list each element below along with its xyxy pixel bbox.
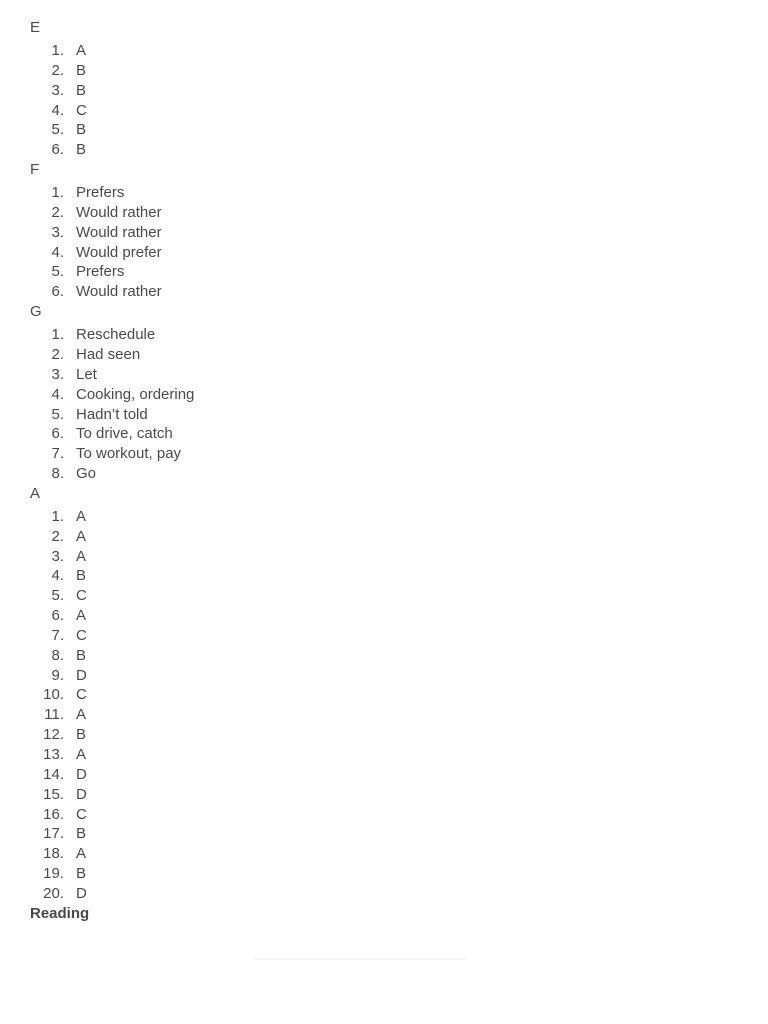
- answer-list: [0, 504, 768, 904]
- answer-number: 2.: [51, 527, 64, 545]
- answer-number: 13.: [43, 746, 64, 763]
- answer-text: A: [76, 527, 87, 545]
- answer-number: 1.: [51, 326, 64, 344]
- answer-item: [0, 864, 768, 884]
- answer-number: 10.: [43, 686, 64, 704]
- answer-number: 7.: [51, 626, 64, 644]
- answer-item: [0, 183, 768, 203]
- answer-text: Would rather: [76, 203, 162, 221]
- answer-text: To drive, catch: [76, 425, 173, 443]
- section-heading: Reading: [30, 904, 90, 922]
- answer-text: A: [76, 607, 87, 625]
- answer-item: [0, 785, 768, 805]
- answer-text: A: [76, 706, 87, 724]
- answer-section: [0, 484, 768, 904]
- answer-item: [0, 725, 768, 745]
- answer-number: 19.: [43, 865, 64, 883]
- answer-item: [0, 325, 768, 345]
- answer-text: Reschedule: [76, 326, 156, 344]
- answer-text: C: [76, 101, 87, 119]
- answer-item: [0, 405, 768, 425]
- answer-text: B: [76, 567, 87, 585]
- answer-item: [0, 140, 768, 160]
- answer-list: [0, 322, 768, 484]
- answer-number: 4.: [51, 243, 64, 261]
- answer-text: Would prefer: [76, 243, 162, 261]
- answer-item: [0, 824, 768, 844]
- answer-text: B: [76, 121, 87, 139]
- answer-item: [0, 365, 768, 385]
- answer-number: 14.: [43, 765, 64, 783]
- answer-text: Would rather: [76, 223, 162, 241]
- answer-list: [0, 38, 768, 160]
- answer-item: [0, 61, 768, 81]
- answer-text: To workout, pay: [76, 445, 182, 463]
- answer-item: [0, 464, 768, 484]
- answer-text: A: [76, 845, 87, 863]
- answer-item: [0, 745, 768, 765]
- answer-number: 2.: [51, 203, 64, 221]
- answer-text: D: [76, 884, 87, 902]
- answer-section: [0, 160, 768, 302]
- answer-section: [0, 302, 768, 484]
- answer-text: A: [76, 746, 87, 763]
- answer-text: C: [76, 805, 87, 823]
- answer-number: 5.: [51, 587, 64, 605]
- answer-number: 11.: [44, 706, 64, 724]
- answer-text: B: [76, 646, 87, 664]
- answer-item: [0, 282, 768, 302]
- answer-item: [0, 705, 768, 725]
- answer-number: 3.: [51, 547, 64, 565]
- answer-item: [0, 385, 768, 405]
- faint-footer-line: [255, 958, 465, 960]
- answer-item: [0, 444, 768, 464]
- answer-number: 1.: [51, 507, 64, 525]
- answer-item: [0, 566, 768, 586]
- answer-item: [0, 223, 768, 243]
- answer-section: [0, 18, 768, 160]
- section-heading: A: [30, 484, 41, 502]
- answer-number: 4.: [51, 567, 64, 585]
- answer-number: 4.: [51, 385, 64, 403]
- answer-list: [0, 180, 768, 302]
- answer-item: [0, 626, 768, 646]
- answer-item: [0, 884, 768, 904]
- answer-number: 4.: [51, 101, 64, 119]
- answer-number: 12.: [43, 726, 64, 744]
- answer-text: B: [76, 141, 87, 159]
- answer-text: B: [76, 825, 87, 843]
- answer-text: B: [76, 61, 87, 79]
- section-heading: F: [30, 161, 40, 179]
- answer-text: A: [76, 547, 87, 565]
- answer-text: Had seen: [76, 345, 141, 363]
- answer-text: A: [76, 42, 87, 59]
- answer-number: 6.: [51, 607, 64, 625]
- answer-number: 20.: [43, 884, 64, 902]
- answer-item: [0, 527, 768, 547]
- answer-item: [0, 120, 768, 140]
- answer-item: [0, 685, 768, 705]
- answer-item: [0, 646, 768, 666]
- answer-number: 6.: [51, 283, 64, 301]
- answer-number: 17.: [43, 825, 64, 843]
- answer-text: B: [76, 865, 87, 883]
- answer-item: [0, 844, 768, 864]
- answer-item: [0, 805, 768, 825]
- answer-text: Prefers: [76, 263, 125, 281]
- answer-item: [0, 243, 768, 263]
- answer-item: [0, 666, 768, 686]
- answer-number: 7.: [51, 445, 64, 463]
- answer-number: 3.: [51, 81, 64, 99]
- answer-text: D: [76, 666, 87, 684]
- answer-item: [0, 606, 768, 626]
- answer-number: 16.: [43, 805, 64, 823]
- answer-number: 3.: [51, 223, 64, 241]
- answer-item: [0, 81, 768, 101]
- answer-text: Would rather: [76, 283, 162, 301]
- answer-number: 8.: [51, 465, 64, 483]
- answer-number: 1.: [51, 184, 64, 202]
- section-heading: E: [30, 19, 41, 36]
- answer-number: 5.: [51, 121, 64, 139]
- answer-number: 6.: [51, 425, 64, 443]
- answer-text: Cooking, ordering: [76, 385, 195, 403]
- answer-item: [0, 547, 768, 567]
- answer-section: [0, 904, 768, 924]
- answer-number: 2.: [51, 345, 64, 363]
- answer-item: [0, 203, 768, 223]
- section-heading: G: [30, 303, 42, 321]
- answer-item: [0, 41, 768, 61]
- answer-number: 9.: [51, 666, 64, 684]
- answer-item: [0, 424, 768, 444]
- answer-number: 1.: [51, 42, 64, 59]
- answer-text: B: [76, 81, 87, 99]
- answer-number: 5.: [51, 263, 64, 281]
- answer-item: [0, 345, 768, 365]
- answer-text: Let: [76, 365, 97, 383]
- answer-number: 5.: [51, 405, 64, 423]
- answer-item: [0, 586, 768, 606]
- answer-text: D: [76, 765, 87, 783]
- answer-text: B: [76, 726, 87, 744]
- answer-text: C: [76, 626, 87, 644]
- answer-number: 6.: [51, 141, 64, 159]
- answer-text: D: [76, 785, 87, 803]
- answer-number: 3.: [51, 365, 64, 383]
- answer-text: Hadn’t told: [76, 405, 148, 423]
- answer-text: C: [76, 587, 87, 605]
- answer-number: 2.: [51, 61, 64, 79]
- answer-text: Prefers: [76, 184, 125, 202]
- answer-number: 18.: [43, 845, 64, 863]
- answer-item: [0, 101, 768, 121]
- answer-number: 15.: [43, 785, 64, 803]
- answer-text: C: [76, 686, 87, 704]
- answer-text: Go: [76, 465, 97, 483]
- answer-number: 8.: [51, 646, 64, 664]
- answer-key-document: [0, 18, 768, 924]
- answer-text: A: [76, 507, 87, 525]
- answer-item: [0, 507, 768, 527]
- answer-item: [0, 765, 768, 785]
- answer-item: [0, 262, 768, 282]
